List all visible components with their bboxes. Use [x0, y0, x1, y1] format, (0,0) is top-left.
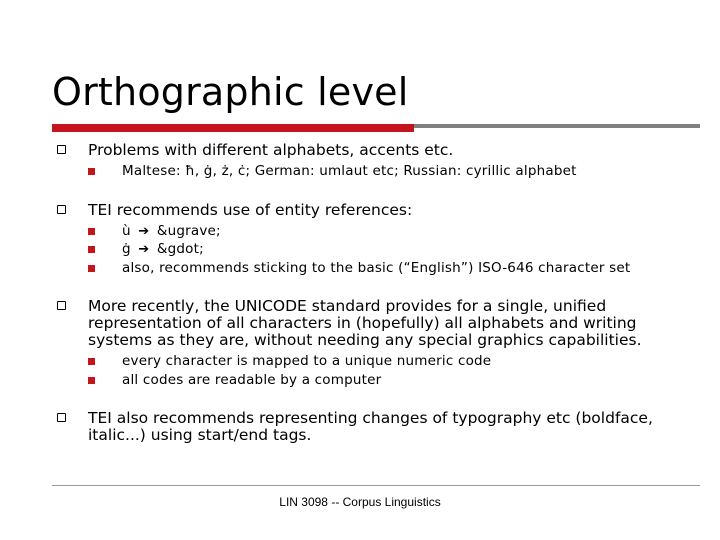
sub-bullet-text: Maltese: ħ, ġ, ż, ċ; German: umlaut etc; Russian: cyrillic alphabet: [122, 163, 577, 179]
red-square-icon: [88, 358, 95, 365]
footer-divider: [52, 485, 700, 486]
red-square-icon: [88, 265, 95, 272]
bullet-point: [52, 202, 682, 277]
hollow-square-icon: [57, 301, 66, 310]
sub-bullet-point: [88, 354, 682, 370]
sub-bullet-list: [88, 164, 682, 180]
bullet-point: [52, 142, 682, 180]
sub-bullet-point: [88, 373, 682, 389]
bullet-text: TEI also recommends representing changes of typography etc (boldface, italic...) using start/end tags.: [88, 409, 653, 444]
sub-bullet-list: [88, 354, 682, 388]
title-underline: [52, 124, 700, 134]
title-rule-red: [52, 124, 414, 132]
red-square-icon: [88, 168, 95, 175]
entity-char: ù: [122, 222, 131, 239]
sub-bullet-point: [88, 164, 682, 180]
bullet-text: TEI recommends use of entity references:: [88, 200, 413, 219]
bullet-text: More recently, the UNICODE standard provides for a single, unified representation of all characters in (hopefully) all alphabets and writing systems as they are, without needing any special graphics capabilities.: [88, 297, 642, 349]
sub-bullet-list: [88, 224, 682, 277]
sub-bullet-text: every character is mapped to a unique numeric code: [122, 353, 492, 369]
slide-footer: LIN 3098 -- Corpus Linguistics: [279, 495, 441, 509]
bullet-point: [52, 298, 682, 388]
hollow-square-icon: [57, 413, 66, 422]
red-square-icon: [88, 246, 95, 253]
red-square-icon: [88, 377, 95, 384]
bullet-point: [52, 410, 682, 444]
red-square-icon: [88, 228, 95, 235]
slide-title: Orthographic level: [52, 70, 409, 114]
right-arrow-icon: ➔: [138, 242, 150, 257]
slide-content: [52, 138, 682, 444]
hollow-square-icon: [57, 205, 66, 214]
entity-reference: &gdot;: [156, 241, 204, 257]
entity-char: ġ: [122, 241, 131, 257]
bullet-text: Problems with different alphabets, accents etc.: [88, 141, 454, 159]
sub-bullet-point: [88, 224, 682, 240]
entity-reference: &ugrave;: [156, 222, 221, 239]
right-arrow-icon: ➔: [138, 223, 150, 239]
sub-bullet-text: also, recommends sticking to the basic (“English”) ISO-646 character set: [122, 259, 631, 276]
sub-bullet-text: all codes are readable by a computer: [122, 371, 382, 388]
hollow-square-icon: [57, 145, 66, 154]
sub-bullet-point: [88, 261, 682, 277]
sub-bullet-point: [88, 242, 682, 258]
